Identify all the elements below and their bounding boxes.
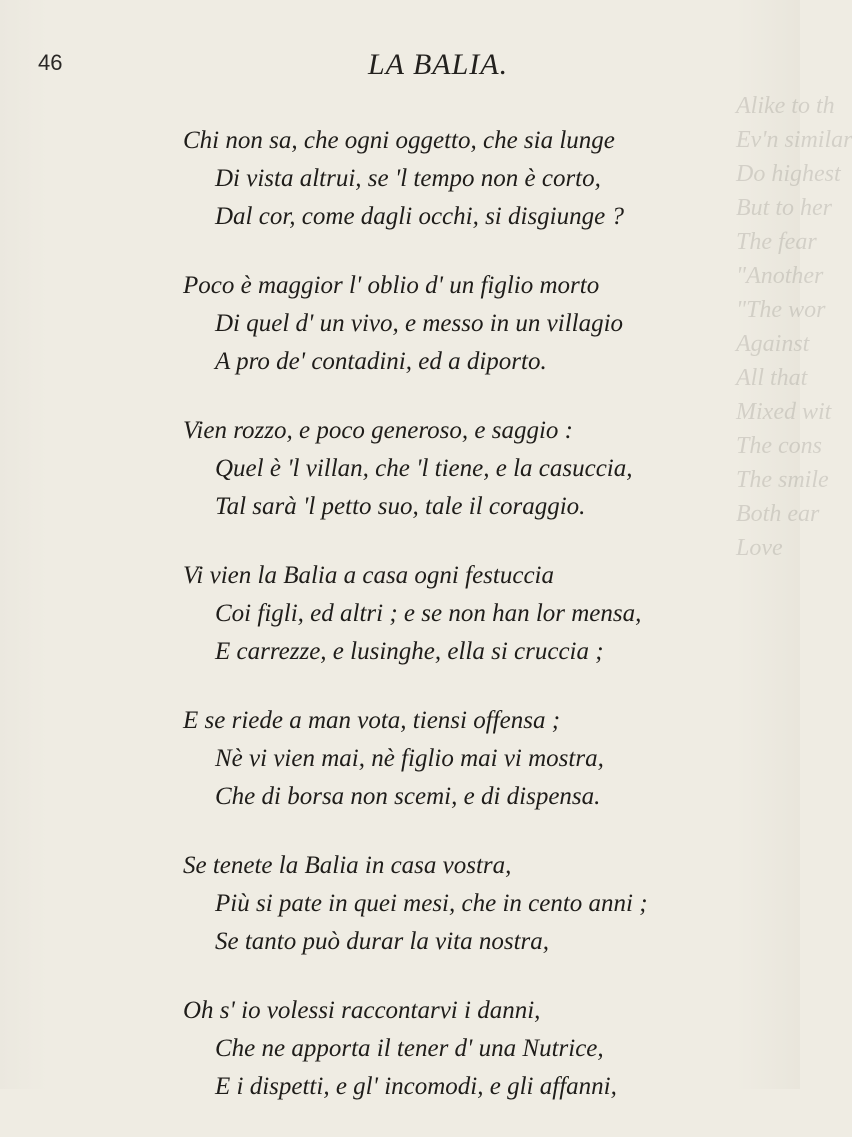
stanza-4 xyxy=(0,557,800,671)
bleed-line: Alike to th xyxy=(736,93,835,119)
verse-line: Dal cor, come dagli occhi, si disgiunge ? xyxy=(215,203,624,230)
poem-body xyxy=(0,122,800,1137)
verse-line: Vi vien la Balia a casa ogni festuccia xyxy=(183,562,554,589)
stanza-7 xyxy=(0,992,800,1106)
stanza-6 xyxy=(0,847,800,961)
verse-line: Di vista altrui, se 'l tempo non è corto, xyxy=(215,165,601,192)
verse-line: Oh s' io volessi raccontarvi i danni, xyxy=(183,997,541,1024)
bleed-line: The fear xyxy=(736,229,817,255)
bleed-line: Both ear xyxy=(736,501,820,527)
verse-line: E carrezze, e lusinghe, ella si cruccia ; xyxy=(215,638,604,665)
page-header xyxy=(0,48,800,88)
verse-line: Nè vi vien mai, nè figlio mai vi mostra, xyxy=(215,745,604,772)
bleed-line: The cons xyxy=(736,433,822,459)
verse-line: Poco è maggior l' oblio d' un figlio morto xyxy=(183,272,600,299)
running-head: LA BALIA. xyxy=(368,48,509,81)
bleed-line: Ev'n similar xyxy=(736,127,852,153)
bleed-line: "The wor xyxy=(736,297,826,323)
verse-line: Se tanto può durar la vita nostra, xyxy=(215,928,550,955)
bleed-line: "Another xyxy=(736,263,824,289)
stanza-1 xyxy=(0,122,800,236)
verse-line: Vien rozzo, e poco generoso, e saggio : xyxy=(183,417,573,444)
bleed-line: Love xyxy=(736,535,783,561)
verse-line: Quel è 'l villan, che 'l tiene, e la casuccia, xyxy=(215,455,633,482)
bleed-line: Mixed wit xyxy=(736,399,832,425)
verse-line: A pro de' contadini, ed a diporto. xyxy=(215,348,547,375)
stanza-2 xyxy=(0,267,800,381)
verse-line: Chi non sa, che ogni oggetto, che sia lunge xyxy=(183,127,615,154)
bleed-line: All that xyxy=(736,365,808,391)
verse-line: E i dispetti, e gl' incomodi, e gli affanni, xyxy=(215,1073,617,1100)
verse-line: E se riede a man vota, tiensi offensa ; xyxy=(183,707,561,734)
verse-line: Che ne apporta il tener d' una Nutrice, xyxy=(215,1035,604,1062)
bleed-line: Against xyxy=(736,331,810,357)
stanza-3 xyxy=(0,412,800,526)
verse-line: Più si pate in quei mesi, che in cento anni ; xyxy=(215,890,648,917)
bleed-line: Do highest xyxy=(736,161,841,187)
stanza-5 xyxy=(0,702,800,816)
verse-line: Se tenete la Balia in casa vostra, xyxy=(183,852,512,879)
page-number: 46 xyxy=(38,50,63,75)
verse-line: Tal sarà 'l petto suo, tale il coraggio. xyxy=(215,493,586,520)
verse-line: Coi figli, ed altri ; e se non han lor mensa, xyxy=(215,600,642,627)
verse-line: Di quel d' un vivo, e messo in un villagio xyxy=(215,310,624,337)
verse-line: Che di borsa non scemi, e di dispensa. xyxy=(215,783,601,810)
bleed-line: The smile xyxy=(736,467,829,493)
bleed-line: But to her xyxy=(736,195,832,221)
